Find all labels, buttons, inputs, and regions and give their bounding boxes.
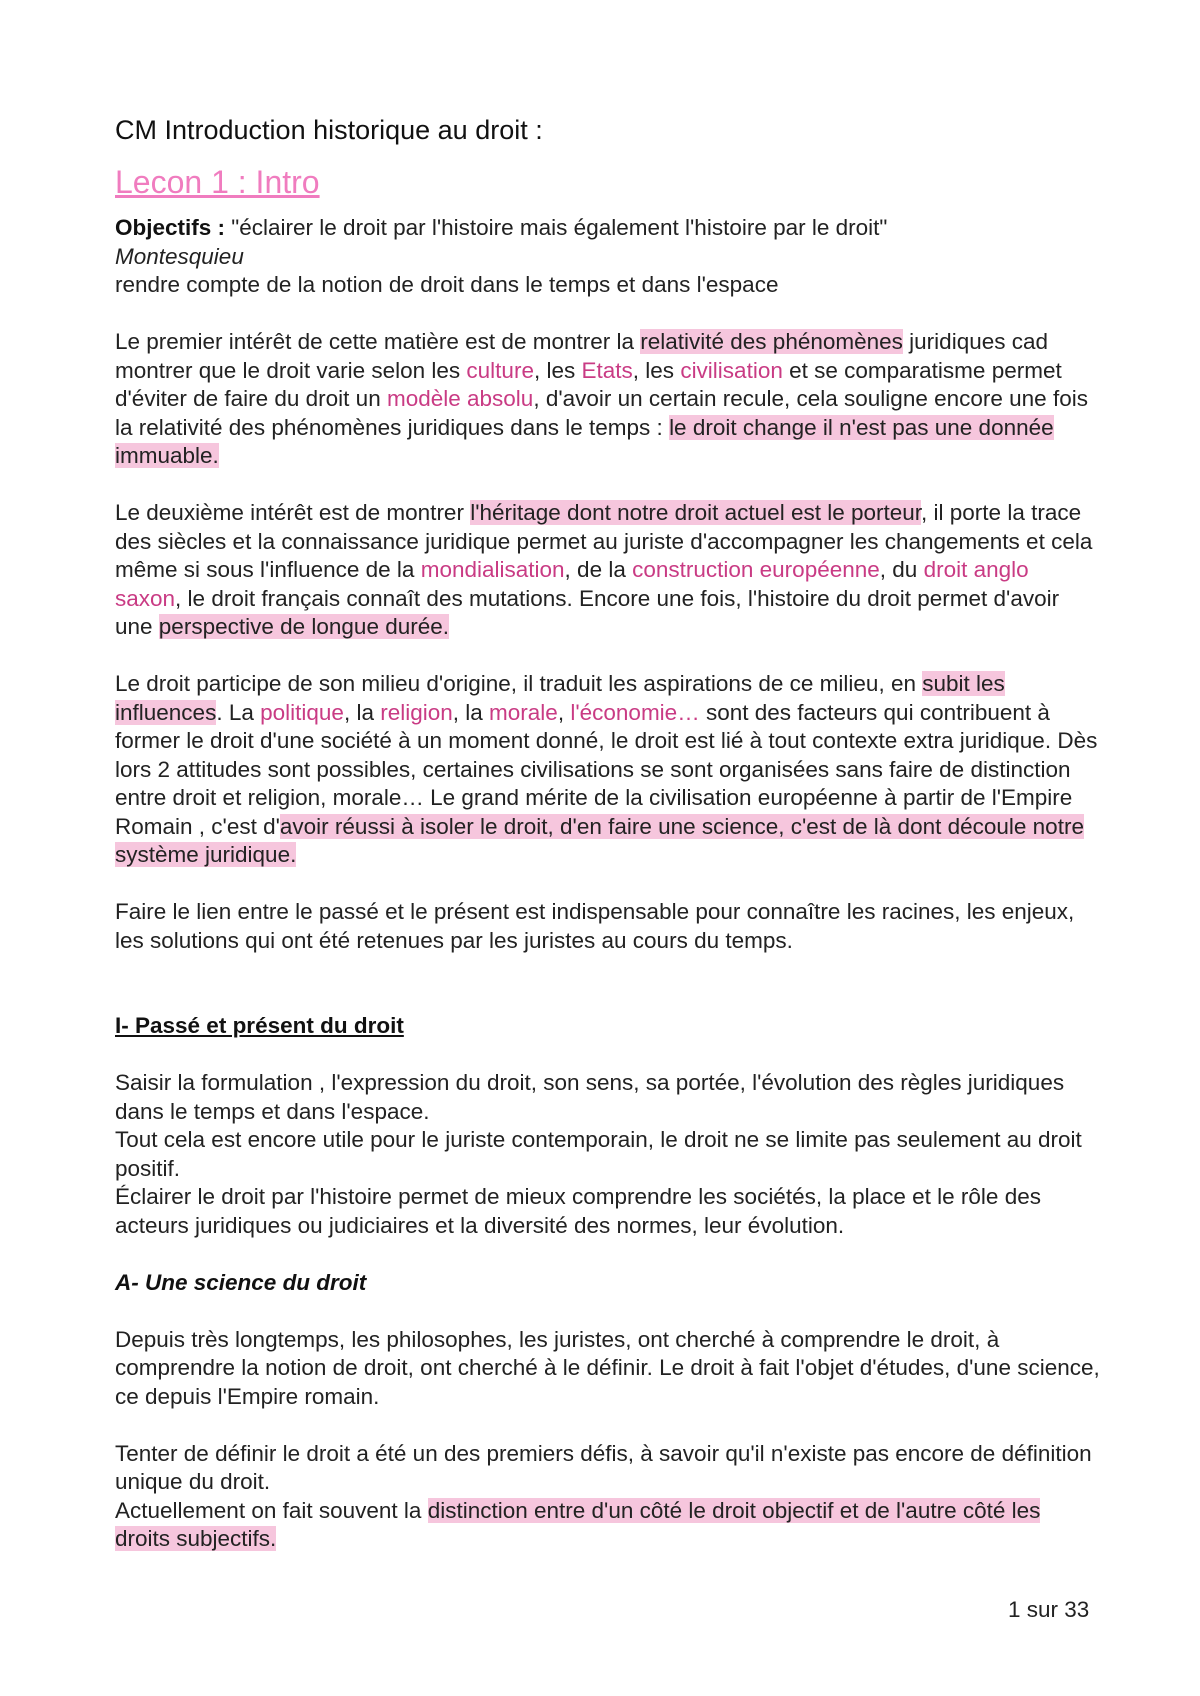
paragraph-second-interest	[115, 499, 1100, 642]
text-run: , la	[452, 699, 490, 725]
keyword: mondialisation	[420, 557, 565, 582]
text-run: Le premier intérêt de cette matière est de montrer la	[115, 329, 641, 354]
subsection-paragraph-2	[115, 1440, 1100, 1554]
section-line: Tout cela est encore utile pour le juriste contemporain, le droit ne se limite pas seulement au droit positif.	[115, 1127, 1082, 1181]
text-run: ,	[557, 699, 571, 725]
text-run: Le droit participe de son milieu d'origine, il traduit les aspirations de ce milieu, en	[115, 671, 923, 696]
text-run: . La	[216, 699, 261, 725]
paragraph-first-interest	[115, 328, 1100, 471]
highlight: perspective de longue durée.	[158, 614, 450, 639]
page-number: 1 sur 33	[1008, 1597, 1090, 1622]
keyword: droit anglo saxon	[115, 557, 1029, 611]
keyword: religion	[380, 699, 453, 725]
objectives-line: rendre compte de la notion de droit dans le temps et dans l'espace	[115, 272, 779, 297]
text-run: , de la	[564, 557, 633, 582]
text-run: , la	[343, 699, 381, 725]
text-run: , du	[879, 557, 924, 582]
objectives-quote: "éclairer le droit par l'histoire mais également l'histoire par le droit"	[225, 215, 888, 240]
keyword: culture	[466, 357, 534, 383]
document-title: CM Introduction historique au droit :	[115, 115, 543, 145]
keyword: morale	[489, 699, 558, 725]
highlight: le droit change il n'est pas une donnée immuable.	[115, 414, 1054, 468]
highlight: distinction entre d'un côté le droit objectif et de l'autre côté les droits subjectifs.	[115, 1497, 1041, 1551]
text-run: , les	[533, 357, 582, 383]
text-run: , le droit français connaît des mutations. Encore une fois, l'histoire du droit permet d'avoir une	[115, 585, 1060, 639]
quote-author: Montesquieu	[115, 243, 244, 269]
objectives-label: Objectifs :	[115, 215, 226, 240]
objectives-paragraph	[115, 214, 1100, 300]
section-line: Saisir la formulation , l'expression du droit, son sens, sa portée, l'évolution des règles juridiques dans le temps et dans l'espace.	[115, 1070, 1065, 1124]
keyword: l'économie…	[570, 699, 700, 725]
section-paragraph	[115, 1069, 1100, 1240]
keyword: construction européenne	[632, 557, 880, 582]
subsection-heading: A- Une science du droit	[115, 1269, 367, 1295]
highlight: subit les influences	[115, 671, 1005, 725]
paragraph-milieu	[115, 670, 1100, 870]
paragraph-link-past-present: Faire le lien entre le passé et le présent est indispensable pour connaître les racines, les enjeux, les solutions qui ont été retenues par les juristes au cours du temps.	[115, 899, 1075, 953]
document-page	[115, 112, 1100, 1554]
text-run: et se comparatisme permet d'éviter de faire du droit un	[115, 357, 1062, 411]
section-line: Éclairer le droit par l'histoire permet de mieux comprendre les sociétés, la place et le rôle des acteurs juridiques ou judiciaires et la diversité des normes, leur évolution.	[115, 1184, 1041, 1238]
lesson-title: Lecon 1 : Intro	[115, 164, 320, 200]
text-run: , d'avoir un certain recule, cela souligne encore une fois la relativité des phénomènes juridiques dans le temps :	[115, 386, 1088, 440]
subsection-paragraph-1: Depuis très longtemps, les philosophes, les juristes, ont cherché à comprendre le droit, à comprendre la notion de droit, ont cherché à le définir. Le droit à fait l'objet d'études, d'une science, ce depuis l'Empire romain.	[115, 1326, 1100, 1409]
highlight: relativité des phénomènes	[640, 329, 903, 354]
section-heading: I- Passé et présent du droit	[115, 1013, 404, 1038]
subsection-line: Actuellement on fait souvent la	[115, 1497, 428, 1523]
keyword: Etats	[581, 357, 633, 383]
keyword: politique	[260, 699, 344, 725]
keyword: modèle absolu	[386, 386, 534, 411]
text-run: sont des facteurs qui contribuent à former le droit d'une société à un moment donné, le droit est lié à tout contexte extra juridique. Dès lors 2 attitudes sont possibles, certaines civilisations se sont organisées sans faire de distinction entre droit et religion, morale… Le grand mérite de la civilisation européenne à partir de l'Empire Romain , c'est d'	[115, 699, 1098, 839]
highlight: avoir réussi à isoler le droit, d'en faire une science, c'est de là dont découle notre système juridique.	[115, 813, 1084, 867]
highlight: l'héritage dont notre droit actuel est le porteur	[470, 500, 922, 525]
text-run: , les	[632, 357, 681, 383]
keyword: civilisation	[680, 357, 783, 383]
text-run: juridiques cad montrer que le droit varie selon les	[115, 329, 1049, 383]
text-run: Le deuxième intérêt est de montrer	[115, 500, 471, 525]
subsection-line: Tenter de définir le droit a été un des premiers défis, à savoir qu'il n'existe pas encore de définition unique du droit.	[115, 1440, 1092, 1494]
text-run: , il porte la trace des siècles et la connaissance juridique permet au juriste d'accompagner les changements et cela même si sous l'influence de la	[115, 500, 1093, 582]
